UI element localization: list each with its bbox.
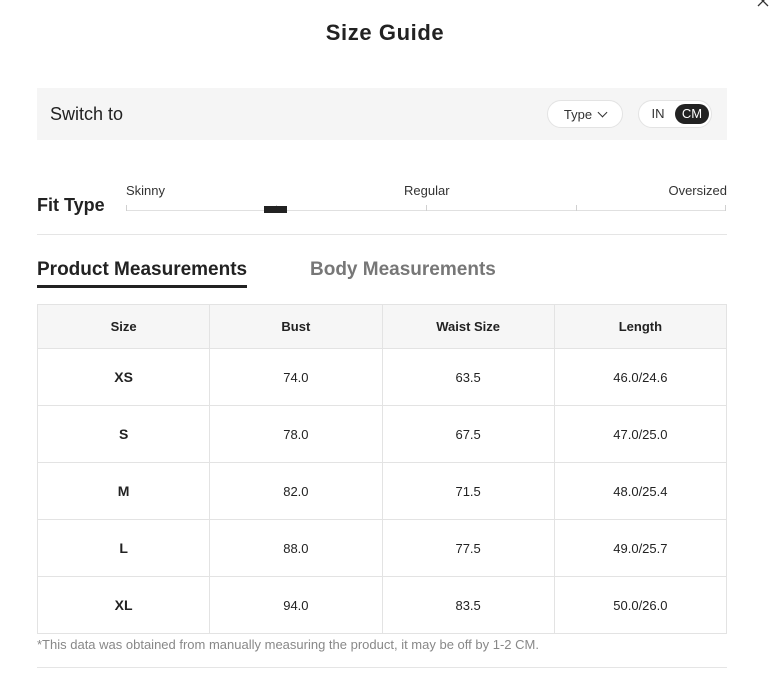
fit-scale-marker <box>264 206 287 213</box>
size-cell: XL <box>38 577 210 634</box>
chevron-down-icon <box>598 107 608 117</box>
fit-stop-regular: Regular <box>404 183 450 198</box>
divider <box>37 234 727 235</box>
switch-bar <box>37 88 727 140</box>
bust-cell: 88.0 <box>210 520 382 577</box>
fit-stop-oversized: Oversized <box>668 183 727 198</box>
header-size: Size <box>38 305 210 349</box>
waist-cell: 67.5 <box>382 406 554 463</box>
table-row <box>38 349 727 406</box>
fit-scale-tick <box>126 205 127 211</box>
switch-label: Switch to <box>50 104 124 124</box>
page-title: Size Guide <box>325 20 445 45</box>
fit-scale-tick <box>725 205 726 211</box>
bust-cell: 78.0 <box>210 406 382 463</box>
table-row <box>38 577 727 634</box>
fit-scale-tick <box>426 205 427 211</box>
bust-cell: 94.0 <box>210 577 382 634</box>
table-row <box>38 520 727 577</box>
close-icon <box>756 0 770 8</box>
bust-cell: 82.0 <box>210 463 382 520</box>
table-header-row <box>38 305 727 349</box>
length-cell: 48.0/25.4 <box>554 463 726 520</box>
waist-cell: 71.5 <box>382 463 554 520</box>
bust-cell: 74.0 <box>210 349 382 406</box>
fit-type-label: Fit Type <box>37 195 105 215</box>
waist-cell: 63.5 <box>382 349 554 406</box>
table-row <box>38 406 727 463</box>
type-select[interactable] <box>547 100 623 128</box>
size-cell: XS <box>38 349 210 406</box>
size-cell: M <box>38 463 210 520</box>
header-bust: Bust <box>210 305 382 349</box>
header-waist-size: Waist Size <box>382 305 554 349</box>
unit-toggle <box>638 100 712 128</box>
header-length: Length <box>554 305 726 349</box>
length-cell: 47.0/25.0 <box>554 406 726 463</box>
divider <box>37 667 727 668</box>
fit-scale-tick <box>576 205 577 211</box>
length-cell: 50.0/26.0 <box>554 577 726 634</box>
size-cell: L <box>38 520 210 577</box>
tab-product-measurements[interactable]: Product Measurements <box>37 259 247 288</box>
tab-body-measurements[interactable]: Body Measurements <box>310 259 496 280</box>
fit-stop-skinny: Skinny <box>126 183 166 198</box>
unit-in-option[interactable]: IN <box>651 106 665 121</box>
footnote: *This data was obtained from manually measuring the product, it may be off by 1-2 CM. <box>37 637 539 652</box>
waist-cell: 77.5 <box>382 520 554 577</box>
size-table <box>37 304 727 634</box>
close-button[interactable] <box>756 0 770 8</box>
type-select-label: Type <box>563 106 593 122</box>
size-cell: S <box>38 406 210 463</box>
unit-cm-option[interactable]: CM <box>675 104 709 124</box>
length-cell: 46.0/24.6 <box>554 349 726 406</box>
waist-cell: 83.5 <box>382 577 554 634</box>
length-cell: 49.0/25.7 <box>554 520 726 577</box>
table-row <box>38 463 727 520</box>
